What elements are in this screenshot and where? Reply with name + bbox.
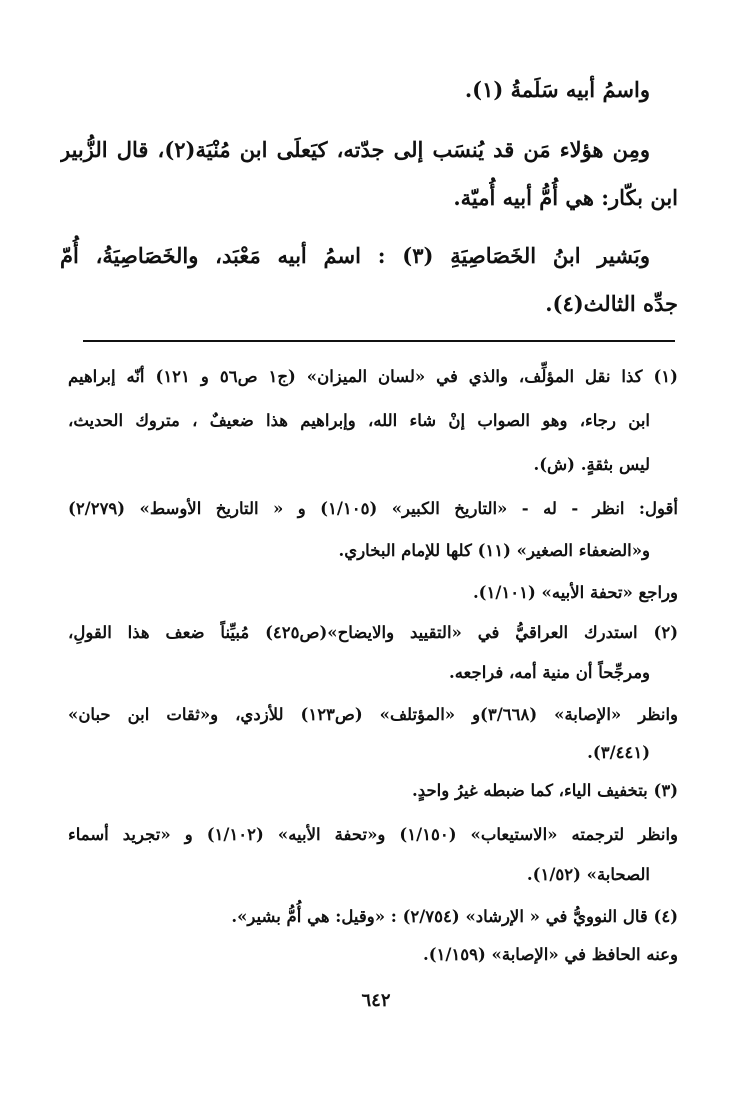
main-line-1: واسمُ أبيه سَلَمةُ (١). — [464, 77, 650, 102]
main-line-5: جدِّه الثالث(٤). — [545, 291, 678, 316]
footnote-divider — [83, 340, 675, 342]
footnote-line-1: (١) كذا نقل المؤلِّف، والذي في «لسان الميزان» (ج١ ص٥٦ و ١٢١) أنّه إبراهيم — [68, 367, 678, 386]
footnote-line-8: ومرجِّحاً أن منية أمه، فراجعه. — [448, 663, 650, 682]
footnote-line-10: (٣/٤٤١). — [587, 743, 650, 762]
footnote-line-11: (٣) بتخفيف الياء، كما ضبطه غيرُ واحدٍ. — [412, 781, 678, 800]
footnote-line-6: وراجع «تحفة الأبيه» (١/١٠١). — [472, 583, 678, 602]
main-line-2: ومِن هؤلاء مَن قد يُنسَب إلى جدّته، كيَعلَى ابن مُنْيَة(٢)، قال الزُّبير — [60, 137, 651, 162]
footnote-line-2: ابن رجاء، وهو الصواب إنْ شاء الله، وإبراهيم هذا ضعيفٌ ، متروك الحديث، — [68, 411, 650, 430]
page-number: ٦٤٢ — [361, 990, 391, 1011]
footnote-line-14: (٤) قال النوويُّ في « الإرشاد» (٢/٧٥٤) : «وقيل: هي أُمُّ بشير». — [231, 907, 678, 926]
footnote-line-5: و«الضعفاء الصغير» (١١) كلها للإمام البخاري. — [338, 541, 650, 560]
footnote-line-7: (٢) استدرك العراقيُّ في «التقييد والايضاح»(ص٤٢٥) مُبيِّناً ضعف هذا القولِ، — [68, 623, 678, 642]
footnote-line-12: وانظر لترجمته «الاستيعاب» (١/١٥٠) و«تحفة الأبيه» (١/١٠٢) و «تجريد أسماء — [68, 825, 678, 844]
main-line-4: وبَشير ابنُ الخَصَاصِيَةِ (٣) : اسمُ أبيه مَعْبَد، والخَصَاصِيَةُ، أُمّ — [60, 243, 650, 268]
footnote-line-13: الصحابة» (١/٥٢). — [526, 865, 650, 884]
footnote-line-9: وانظر «الإصابة» (٣/٦٦٨)و «المؤتلف» (ص١٢٣) للأزدي، و«ثقات ابن حبان» — [68, 705, 678, 724]
footnote-line-15: وعنه الحافظ في «الإصابة» (١/١٥٩). — [422, 945, 678, 964]
footnote-line-3: ليس بثقةٍ. (ش). — [533, 455, 650, 474]
footnote-line-4: أقول: انظر - له - «التاريخ الكبير» (١/١٠٥) و « التاريخ الأوسط» (٢/٢٧٩) — [68, 499, 678, 518]
main-line-3: ابن بكّار: هي أُمُّ أبيه أُميّة. — [453, 185, 678, 210]
